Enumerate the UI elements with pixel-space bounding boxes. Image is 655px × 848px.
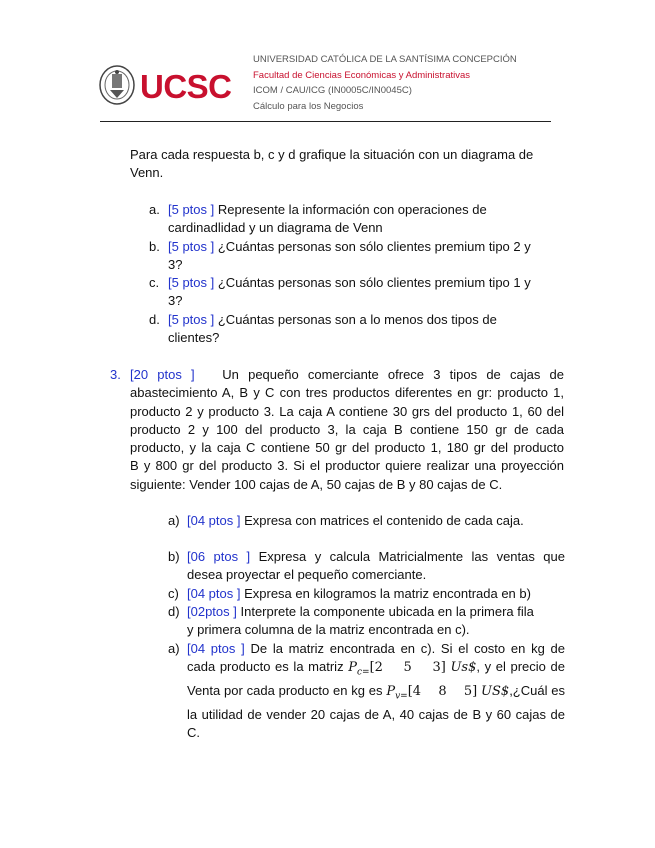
item-text-cont: 3? [168, 257, 183, 273]
item-label: a. [149, 202, 160, 217]
header-text [253, 52, 517, 114]
item-text-cont: la utilidad de vender 20 cajas de A, 40 cajas de B y 60 cajas de [187, 707, 565, 723]
item-text: ¿Cuántas personas son a lo menos dos tipos de [214, 312, 497, 327]
item-label: b. [149, 239, 160, 254]
item-text-cont: , y el precio de [476, 659, 565, 675]
ucsc-logo: UCSC [140, 68, 232, 105]
cost-unit: Us$ [450, 660, 477, 676]
item-label: b) [168, 549, 180, 564]
q3-line: producto 2 y producto 3. La caja A contiene 30 grs del producto 1, 60 del [130, 403, 564, 419]
document-header [98, 42, 553, 122]
university-seal-icon [98, 64, 136, 106]
q3-line: B y 800 gr del producto 3. Si el productor quiere realizar una proyección [130, 458, 564, 474]
cost-subscript: c= [356, 667, 370, 678]
cost-symbol: P [348, 660, 357, 676]
intro-line-2: Venn. [130, 165, 164, 181]
price-symbol: P [386, 684, 396, 700]
item-label: c) [168, 586, 179, 601]
points-tag: [02ptos ] [187, 604, 237, 619]
question-number: 3. [110, 367, 121, 382]
item-text-cont: 3? [168, 293, 183, 309]
item-text-cont: cardinadlidad y un diagrama de Venn [168, 220, 383, 236]
points-tag: [5 ptos ] [168, 202, 215, 217]
points-tag: [20 ptos ] [130, 367, 195, 382]
points-tag: [5 ptos ] [168, 312, 215, 327]
points-tag: [04 ptos ] [187, 513, 241, 528]
item-text-cont: ,¿Cuál es [509, 683, 566, 699]
item-label: d) [168, 604, 180, 619]
intro-text [130, 146, 555, 183]
price-subscript: v= [395, 691, 408, 702]
item-text: Expresa con matrices el contenido de cada caja. [240, 513, 524, 528]
price-matrix: [4 8 5] [407, 684, 478, 700]
item-text-cont: cada producto es la matriz [187, 659, 349, 675]
course-code: ICOM / CAU/ICG (IN0005C/IN0045C) [253, 85, 412, 97]
item-text-cont: y primera columna de la matriz encontrada en c). [187, 622, 470, 638]
course-name: Cálculo para los Negocios [253, 100, 364, 112]
points-tag: [04 ptos ] [187, 641, 245, 656]
item-text: De la matriz encontrada en c). Si el costo en kg de [244, 641, 565, 656]
university-name: UNIVERSIDAD CATÓLICA DE LA SANTÍSIMA CONCEPCIÓN [253, 54, 517, 65]
q3-line-1: Un pequeño comerciante ofrece 3 tipos de cajas de [222, 367, 564, 382]
points-tag: [5 ptos ] [168, 239, 215, 254]
price-unit: US$ [481, 684, 510, 700]
points-tag: [5 ptos ] [168, 275, 215, 290]
points-tag: [04 ptos ] [187, 586, 241, 601]
item-text: Expresa y calcula Matricialmente las ventas que [250, 549, 565, 564]
item-text-cont: Venta por cada producto en kg es [187, 683, 387, 699]
item-label: c. [149, 275, 160, 290]
points-tag: [06 ptos ] [187, 549, 251, 564]
item-text: Expresa en kilogramos la matriz encontrada en b) [240, 586, 531, 601]
q3-line: siguiente: Vender 100 cajas de A, 50 cajas de B y 80 cajas de C. [130, 476, 503, 492]
item-text: ¿Cuántas personas son sólo clientes premium tipo 1 y [214, 275, 531, 290]
q3-line: producto 2 y 100 del producto 3, la caja B contiene 150 gr de cada [130, 421, 564, 437]
item-label: a) [168, 513, 180, 528]
item-text: Interprete la componente ubicada en la primera fila [236, 604, 534, 619]
item-text-cont: desea proyectar el pequeño comerciante. [187, 567, 427, 583]
intro-line-1: Para cada respuesta b, c y d grafique la situación con un diagrama de [130, 147, 534, 162]
cost-matrix: [2 5 3] [369, 660, 446, 676]
item-text-cont: C. [187, 725, 200, 741]
q3-line: producto, y la caja C contiene 50 gr del producto 1, 180 gr del producto [130, 440, 564, 456]
item-text: Represente la información con operaciones de [214, 202, 487, 217]
q3-line: abastecimiento A, B y C con tres productos diferentes en gr: producto 1, [130, 385, 564, 401]
item-label: a) [168, 641, 180, 656]
header-divider [100, 121, 551, 122]
item-label: d. [149, 312, 160, 327]
item-text-cont: clientes? [168, 330, 220, 346]
item-text: ¿Cuántas personas son sólo clientes premium tipo 2 y [214, 239, 531, 254]
faculty-name: Facultad de Ciencias Económicas y Administrativas [253, 69, 471, 81]
